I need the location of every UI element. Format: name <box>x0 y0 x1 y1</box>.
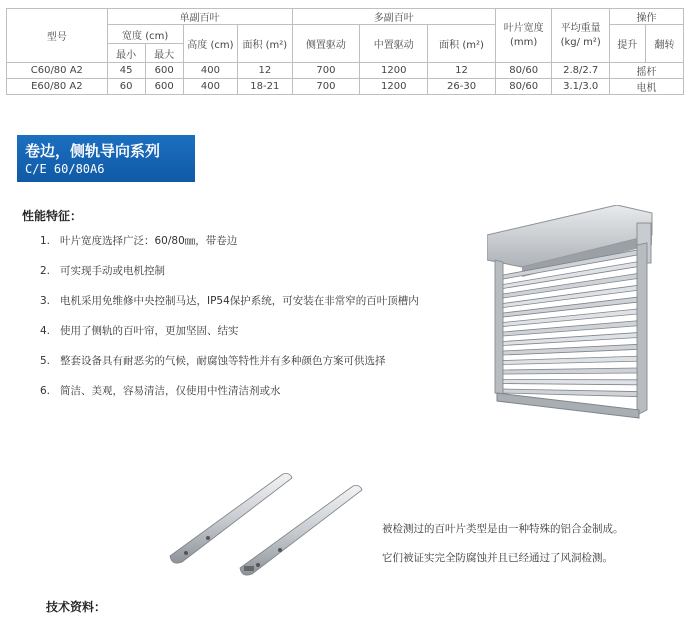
slat <box>503 380 637 385</box>
min-header: 最小 <box>107 44 145 63</box>
slat <box>503 344 637 355</box>
blind-illustration <box>487 205 667 425</box>
multi-area-header: 面积 (m²) <box>428 25 496 63</box>
single-header: 单副百叶 <box>107 9 292 25</box>
slat <box>503 356 637 364</box>
list-item: 5. 整套设备具有耐恶劣的气候，耐腐蚀等特性并有多种颜色方案可供选择 <box>40 355 386 367</box>
series-title-box <box>17 135 195 182</box>
slat <box>503 368 637 374</box>
area-header: 面积 (m²) <box>238 25 292 63</box>
operation-header: 操作 <box>609 9 683 25</box>
features-list <box>40 234 480 414</box>
tech-title: 技术资料： <box>46 600 107 614</box>
slat <box>503 389 637 397</box>
tilt-header: 翻转 <box>645 25 683 63</box>
series-title: 卷边，侧轨导向系列 <box>25 142 161 160</box>
table-row: C60/80 A2 45 600 400 12 700 1200 12 80/60 2.8/2.7 摇杆 <box>7 63 684 79</box>
lift-header: 提升 <box>609 25 645 63</box>
list-item: 6. 简洁、美观，容易清洁，仅使用中性清洁剂或水 <box>40 385 281 397</box>
features-title: 性能特征： <box>22 209 83 223</box>
list-item: 2. 可实现手动或电机控制 <box>40 265 165 277</box>
list-item: 1. 叶片宽度选择广泛：60/80㎜，带卷边 <box>40 235 238 247</box>
height-header: 高度 (cm) <box>183 25 237 63</box>
width-header: 宽度 (cm) <box>107 25 183 44</box>
note-line-1: 被检测过的百叶片类型是由一种特殊的铝合金制成。 <box>382 523 624 535</box>
list-item: 3. 电机采用免维修中央控制马达，IP54保护系统，可安装在非常窄的百叶顶槽内 <box>40 295 419 307</box>
center-drive-header: 中置驱动 <box>360 25 428 63</box>
side-drive-header: 侧置驱动 <box>292 25 360 63</box>
multi-header: 多副百叶 <box>292 9 495 25</box>
slat-profile-illustration <box>168 470 368 580</box>
spec-table <box>6 8 684 95</box>
table-row: E60/80 A2 60 600 400 18-21 700 1200 26-30 80/60 3.1/3.0 电机 <box>7 79 684 95</box>
slat-width-header: 叶片宽度 (mm) <box>495 9 552 63</box>
series-code: C/E 60/80A6 <box>25 162 105 176</box>
note-line-2: 它们被证实完全防腐蚀并且已经通过了风洞检测。 <box>382 552 613 564</box>
max-header: 最大 <box>145 44 183 63</box>
model-header: 型号 <box>7 9 108 63</box>
avg-weight-header: 平均重量 (kg/ m²) <box>552 9 610 63</box>
list-item: 4. 使用了侧轨的百叶帘，更加坚固、结实 <box>40 325 239 337</box>
